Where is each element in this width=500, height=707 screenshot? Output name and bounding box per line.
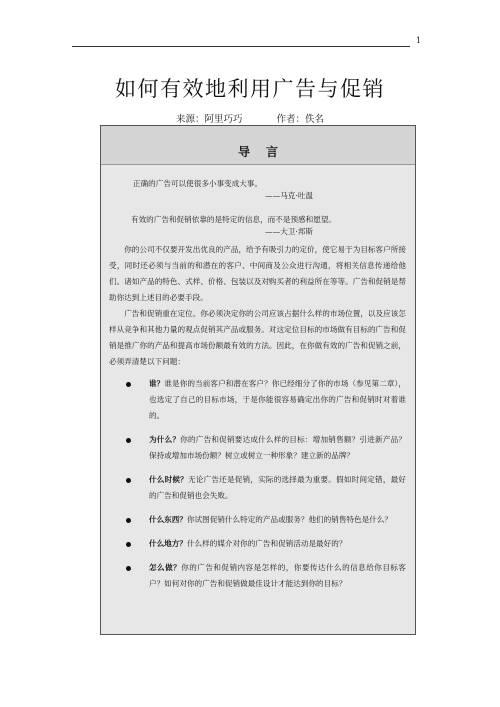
list-item <box>109 472 406 504</box>
bullet-icon <box>126 478 131 483</box>
list-item-text: 你试图促销什么特定的产品或服务？他们的销售特色是什么？ <box>186 515 392 524</box>
byline-source: 来源：阿里巧巧 <box>175 114 243 125</box>
list-item-keyword: 为什么？ <box>149 435 181 444</box>
list-item <box>109 560 406 592</box>
introduction-box <box>100 125 416 635</box>
paragraph-2: 广告和促销重在定位。你必须决定你的公司应该占据什么样的市场位置，以及应该怎样从竞争和其他力量的观点促销其产品或服务。对这定位目标的市场做有目标的广告和促销是推广你的产品和提高市场份额最有效的方法。因此，在你做有效的广告和促销之前，必须弄清楚以下问题： <box>109 309 406 366</box>
bullet-icon <box>126 542 131 547</box>
list-item-text: 你的广告和促销要达成什么样的目标：增加销售额？引进新产品？保持或增加市场份额？树立或树立一种形象？建立新的品牌？ <box>149 435 407 460</box>
list-item <box>109 536 406 552</box>
list-item-keyword: 什么东西？ <box>149 515 187 524</box>
header-rule <box>72 46 410 47</box>
question-list <box>109 376 406 592</box>
introduction-heading: 导言 <box>237 145 294 159</box>
introduction-content <box>101 165 415 635</box>
list-item-text: 你的广告和促销内容是怎样的，你要传达什么的信息给你目标客户？如何对你的广告和促销做最佳设计才能达到你的目标？ <box>149 563 407 588</box>
paragraph-1: 你的公司不仅要开发出优良的产品，给予有吸引力的定价，使它易于为目标客户所接受，同时还必须与当前的和潜在的客户、中间商及公众进行沟通，将相关信息传递给他们。诸如产品的特色、式样、价格、包装以及对购买者的利益所在等等。广告和促销是帮助你达到上述目的必要手段。 <box>109 245 406 302</box>
list-item <box>109 512 406 528</box>
list-item-keyword: 怎么做？ <box>149 563 182 572</box>
list-item-keyword: 什么时候？ <box>149 475 188 484</box>
bullet-icon <box>126 438 131 443</box>
document-title: 如何有效地利用广告与促销 <box>115 77 385 101</box>
list-item-keyword: 什么地方？ <box>149 539 187 548</box>
introduction-box-header <box>101 126 415 165</box>
list-item <box>109 432 406 464</box>
list-item-text: 谁是你的当前客户和潜在客户？你已经细分了你的市场（参见第二章），也选定了自己的目标市场，于是你能很容易确定出你的广告和促销时对着谁的。 <box>149 379 407 420</box>
quote-2-text: 有效的广告和促销依靠的是特定的信息，而不是预感和愿望。 <box>131 215 337 224</box>
page-number: 1 <box>416 36 422 45</box>
bullet-icon <box>126 518 131 523</box>
bullet-icon <box>126 382 131 387</box>
quote-2-attribution: ——大卫·邦斯 <box>265 227 313 236</box>
byline-author: 作者：佚名 <box>276 114 325 125</box>
byline <box>0 111 500 125</box>
quote-1-text: 正确的广告可以使很多小事变成大事。 <box>133 179 263 188</box>
list-item-text: 什么样的媒介对你的广告和促销活动是最好的？ <box>186 539 347 548</box>
quote-1-attribution: ——马克·吐温 <box>265 191 313 200</box>
bullet-icon <box>126 566 131 571</box>
list-item-text: 无论广告还是促销，实际的选择最为重要。假如时间定错，最好的广告和促销也会失败。 <box>149 475 407 500</box>
list-item-keyword: 谁？ <box>149 379 165 388</box>
list-item <box>109 376 406 424</box>
